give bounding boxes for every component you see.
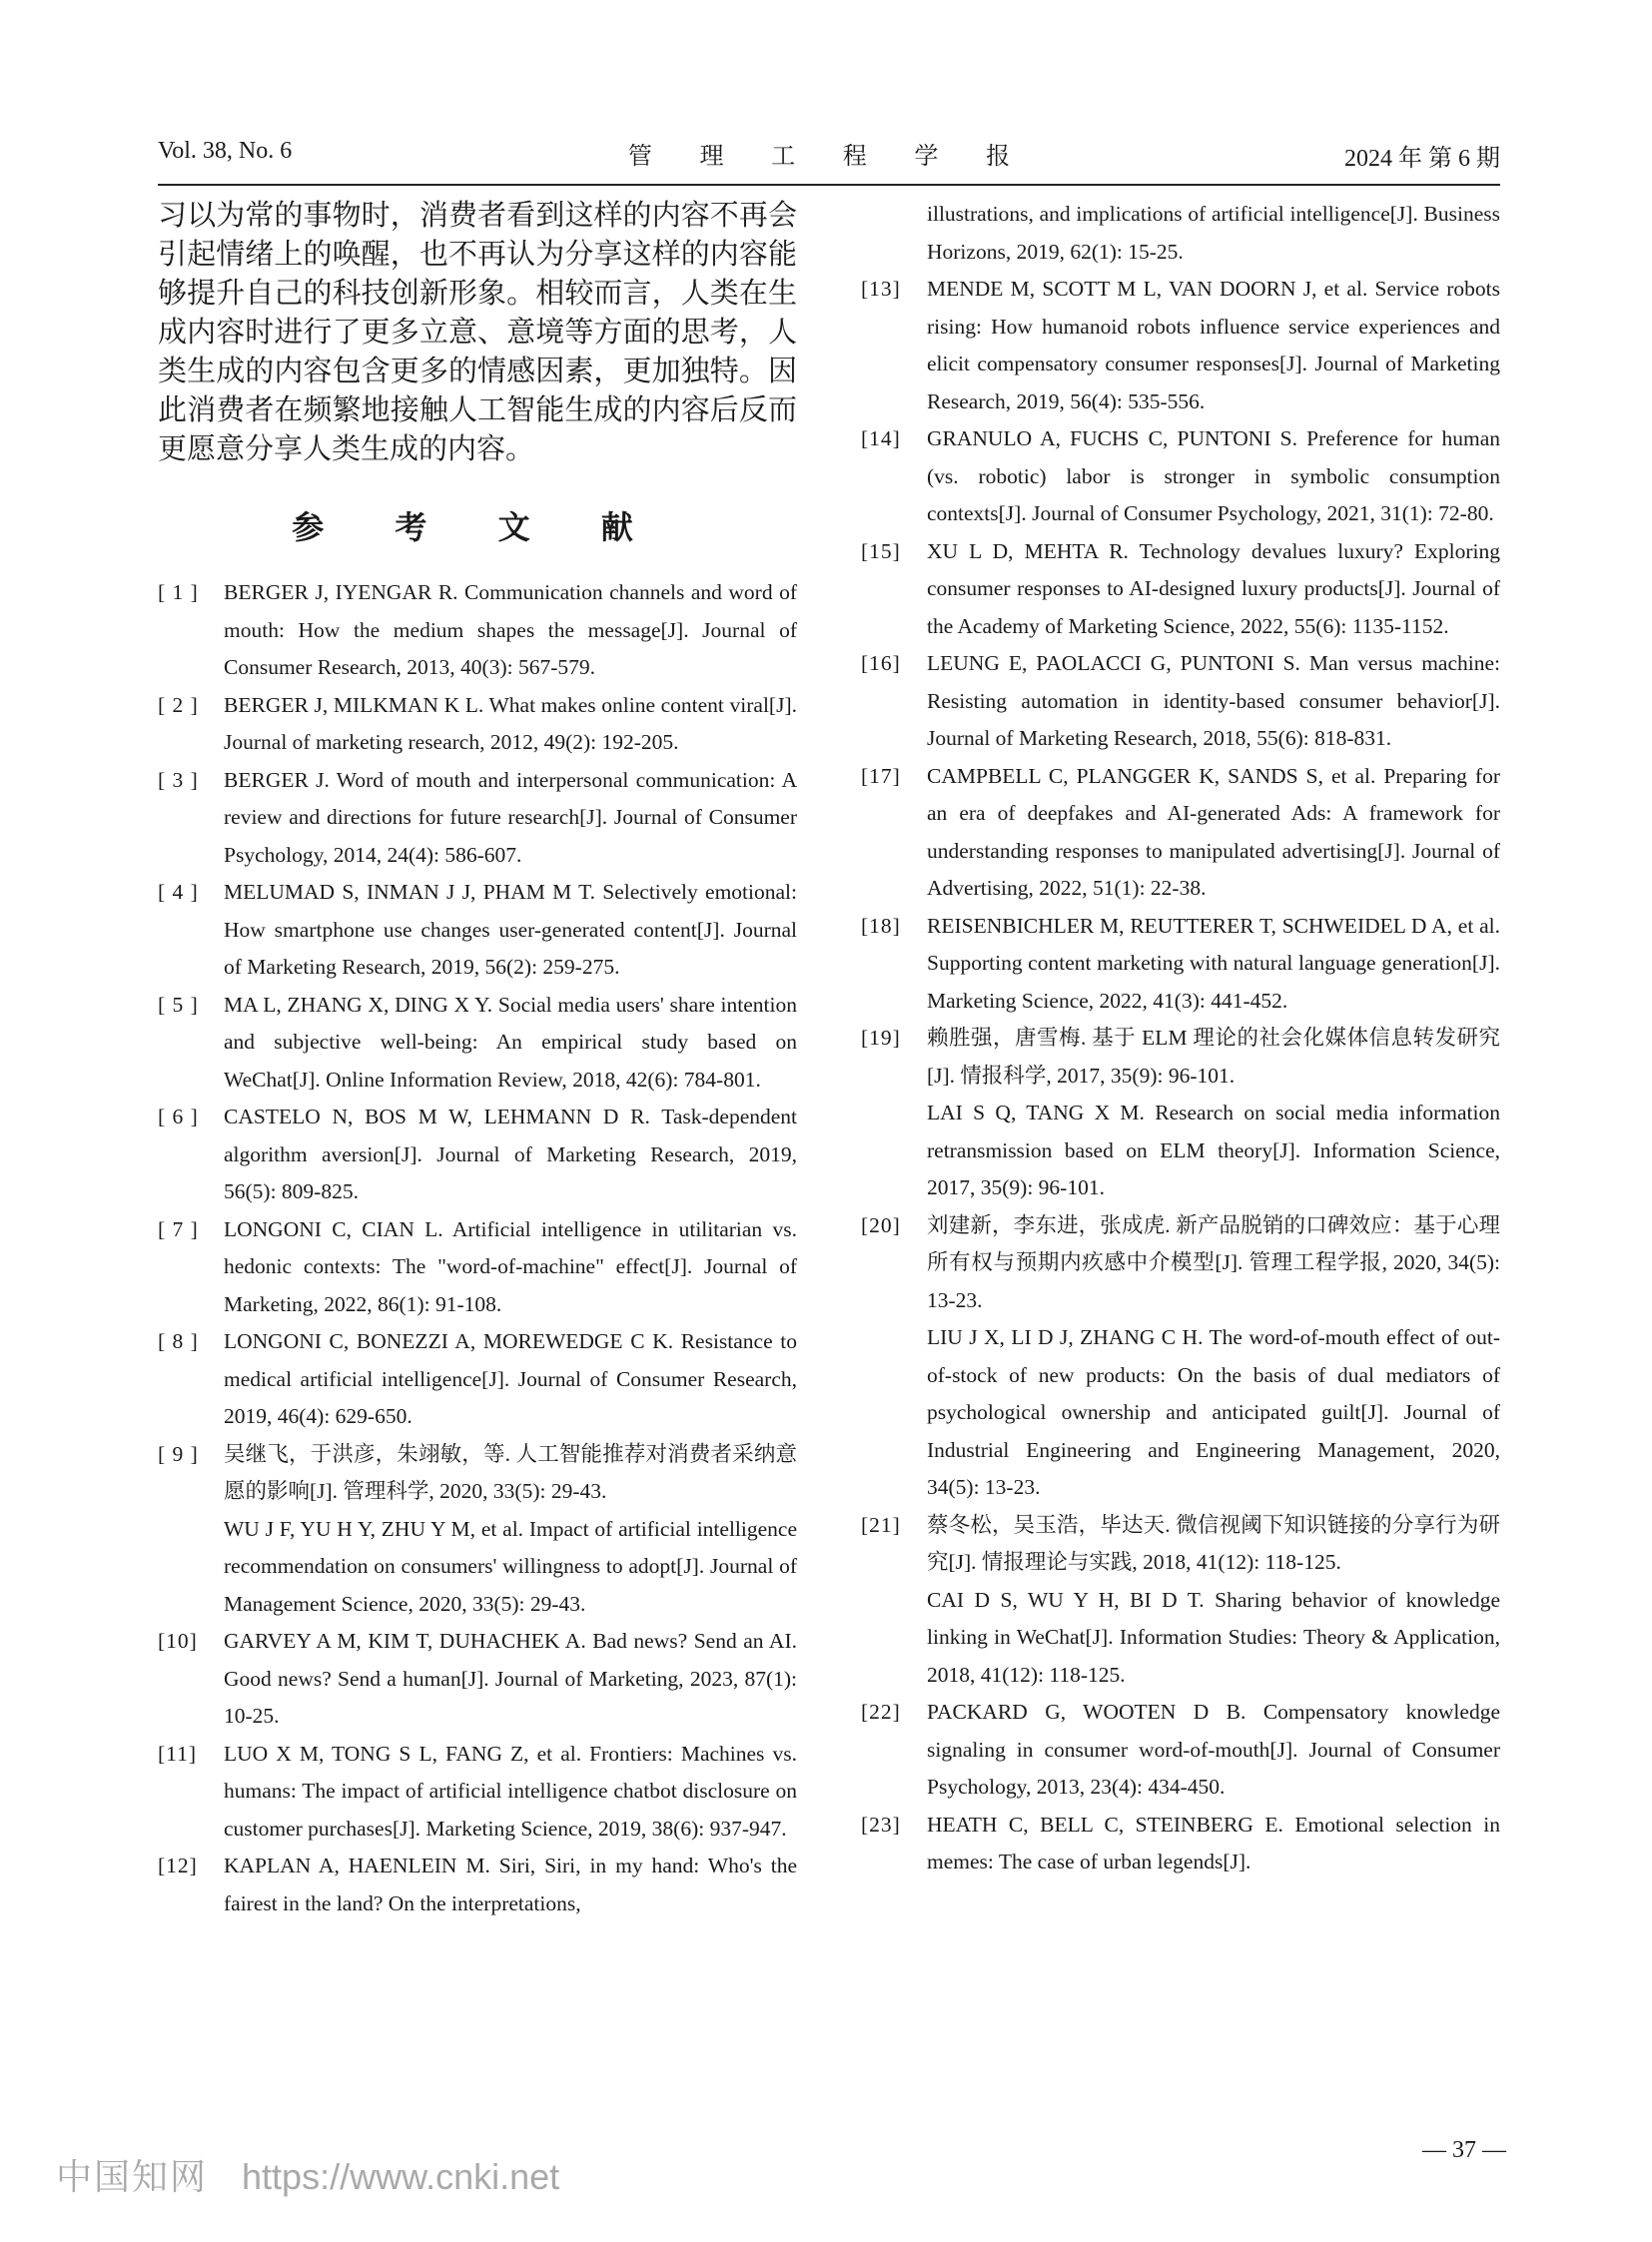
issue-date: 2024 年 第 6 期 xyxy=(1344,146,1500,172)
watermark-url: https://www.cnki.net xyxy=(242,2156,560,2197)
watermark-brand: 中国知网 xyxy=(56,2156,209,2197)
reference-item xyxy=(158,687,797,762)
reference-number: [13] xyxy=(861,277,901,301)
reference-item xyxy=(861,645,1500,758)
reference-item xyxy=(158,1623,797,1736)
header-divider xyxy=(158,184,1500,186)
reference-item xyxy=(861,1207,1500,1507)
reference-text-english: LAI S Q, TANG X M. Research on social media information retransmission based on ELM theory[J]. Information Science, 2017, 35(9): 96-101. xyxy=(927,1101,1500,1199)
page-number: — 37 — xyxy=(1422,2137,1506,2163)
reference-text: GARVEY A M, KIM T, DUHACHEK A. Bad news? Send an AI. Good news? Send a human[J]. Journal of Marketing, 2023, 87(1): 10-25. xyxy=(224,1629,797,1728)
reference-text: illustrations, and implications of artificial intelligence[J]. Business Horizons, 2019, 62(1): 15-25. xyxy=(927,202,1500,264)
reference-number: [ 4 ] xyxy=(158,880,199,904)
reference-item xyxy=(158,987,797,1100)
body-paragraph: 习以为常的事物时，消费者看到这样的内容不再会引起情绪上的唤醒，也不再认为分享这样的内容能够提升自己的科技创新形象。相较而言，人类在生成内容时进行了更多立意、意境等方面的思考，人类生成的内容包含更多的情感因素，更加独特。因此消费者在频繁地接触人工智能生成的内容后反而更愿意分享人类生成的内容。 xyxy=(158,198,797,465)
reference-list-left xyxy=(158,574,797,1922)
left-column xyxy=(158,196,797,1922)
reference-item xyxy=(861,533,1500,646)
reference-item xyxy=(861,1020,1500,1207)
reference-number: [ 8 ] xyxy=(158,1329,199,1353)
reference-number: [ 5 ] xyxy=(158,992,199,1017)
reference-text: REISENBICHLER M, REUTTERER T, SCHWEIDEL D A, et al. Supporting content marketing with natural language generation[J]. Marketing Science, 2022, 41(3): 441-452. xyxy=(927,913,1500,1013)
reference-text: KAPLAN A, HAENLEIN M. Siri, Siri, in my hand: Who's the fairest in the land? On the interpretations, xyxy=(224,1854,797,1915)
page-header xyxy=(158,132,1500,172)
reference-text: 吴继飞，于洪彦，朱翊敏，等. 人工智能推荐对消费者采纳意愿的影响[J]. 管理科学, 2020, 33(5): 29-43. xyxy=(224,1441,797,1503)
reference-item xyxy=(158,1211,797,1324)
reference-text: MA L, ZHANG X, DING X Y. Social media users' share intention and subjective well-being: An empirical study based on WeChat[J]. Online Information Review, 2018, 42(6): 784-801. xyxy=(224,992,797,1092)
reference-text: BERGER J, MILKMAN K L. What makes online content viral[J]. Journal of marketing research, 2012, 49(2): 192-205. xyxy=(224,692,797,754)
reference-text: LEUNG E, PAOLACCI G, PUNTONI S. Man versus machine: Resisting automation in identity-based consumer behavior[J]. Journal of Marketing Research, 2018, 55(6): 818-831. xyxy=(927,651,1500,750)
reference-list-right xyxy=(861,196,1500,1881)
reference-number: [22] xyxy=(861,1700,901,1724)
reference-number: [16] xyxy=(861,651,901,675)
reference-number: [15] xyxy=(861,538,901,563)
reference-item xyxy=(861,1694,1500,1807)
reference-number: [18] xyxy=(861,913,901,938)
reference-text: BERGER J, IYENGAR R. Communication channels and word of mouth: How the medium shapes the message[J]. Journal of Consumer Research, 2013, 40(3): 567-579. xyxy=(224,580,797,679)
reference-item xyxy=(158,574,797,687)
reference-item xyxy=(158,874,797,987)
references-heading: 参 考 文 献 xyxy=(292,508,663,546)
reference-item xyxy=(861,1807,1500,1881)
reference-text: MELUMAD S, INMAN J J, PHAM M T. Selectively emotional: How smartphone use changes user-generated content[J]. Journal of Marketing Research, 2019, 56(2): 259-275. xyxy=(224,880,797,979)
reference-text: 刘建新，李东进，张成虎. 新产品脱销的口碑效应：基于心理所有权与预期内疚感中介模型[J]. 管理工程学报, 2020, 34(5): 13-23. xyxy=(927,1212,1500,1312)
reference-item xyxy=(861,758,1500,908)
reference-item xyxy=(158,762,797,875)
reference-number: [ 1 ] xyxy=(158,580,199,604)
reference-text: XU L D, MEHTA R. Technology devalues luxury? Exploring consumer responses to AI-designed luxury products[J]. Journal of the Academy of Marketing Science, 2022, 55(6): 1135-1152. xyxy=(927,538,1500,638)
reference-text: 蔡冬松，吴玉浩，毕达天. 微信视阈下知识链接的分享行为研究[J]. 情报理论与实践, 2018, 41(12): 118-125. xyxy=(927,1512,1500,1574)
reference-number: [12] xyxy=(158,1854,198,1877)
reference-text: CASTELO N, BOS M W, LEHMANN D R. Task-dependent algorithm aversion[J]. Journal of Marketing Research, 2019, 56(5): 809-825. xyxy=(224,1105,797,1203)
reference-text: 赖胜强，唐雪梅. 基于 ELM 理论的社会化媒体信息转发研究[J]. 情报科学, 2017, 35(9): 96-101. xyxy=(927,1026,1500,1088)
reference-text: LONGONI C, CIAN L. Artificial intelligence in utilitarian vs. hedonic contexts: The "word-of-machine" effect[J]. Journal of Marketing, 2022, 86(1): 91-108. xyxy=(224,1216,797,1316)
reference-text: GRANULO A, FUCHS C, PUNTONI S. Preference for human (vs. robotic) labor is stronger in symbolic consumption contexts[J]. Journal of Consumer Psychology, 2021, 31(1): 72-80. xyxy=(927,426,1500,525)
volume-label: Vol. 38, No. 6 xyxy=(158,138,293,164)
reference-number: [14] xyxy=(861,426,901,450)
reference-number: [ 6 ] xyxy=(158,1105,199,1128)
reference-number: [ 2 ] xyxy=(158,692,199,717)
reference-item xyxy=(158,1099,797,1211)
reference-item xyxy=(861,908,1500,1021)
journal-title: 管 理 工 程 学 报 xyxy=(627,142,1031,170)
reference-text: BERGER J. Word of mouth and interpersonal communication: A review and directions for future research[J]. Journal of Consumer Psychology, 2014, 24(4): 586-607. xyxy=(224,767,797,867)
reference-number: [23] xyxy=(861,1812,901,1837)
reference-item xyxy=(158,1436,797,1624)
cnki-watermark xyxy=(56,2149,559,2200)
reference-item xyxy=(861,271,1500,420)
reference-text: LONGONI C, BONEZZI A, MOREWEDGE C K. Resistance to medical artificial intelligence[J]. Journal of Consumer Research, 2019, 46(4): 629-650. xyxy=(224,1329,797,1428)
reference-item xyxy=(861,420,1500,533)
reference-text-english: LIU J X, LI D J, ZHANG C H. The word-of-mouth effect of out-of-stock of new products: On the basis of dual mediators of psychological ownership and anticipated guilt[J]. Journal of Industrial Engineering and Engineering Management, 2020, 34(5): 13-23. xyxy=(927,1325,1500,1499)
reference-number: [17] xyxy=(861,763,901,788)
reference-text: LUO X M, TONG S L, FANG Z, et al. Frontiers: Machines vs. humans: The impact of artificial intelligence chatbot disclosure on customer purchases[J]. Marketing Science, 2019, 38(6): 937-947. xyxy=(224,1741,797,1841)
reference-item xyxy=(158,1848,797,1922)
reference-number: [19] xyxy=(861,1026,901,1050)
reference-number: [20] xyxy=(861,1212,901,1237)
reference-item xyxy=(861,1507,1500,1695)
reference-item xyxy=(861,196,1500,271)
reference-text: MENDE M, SCOTT M L, VAN DOORN J, et al. Service robots rising: How humanoid robots influence service experiences and elicit compensatory consumer responses[J]. Journal of Marketing Research, 2019, 56(4): 535-556. xyxy=(927,277,1500,413)
reference-item xyxy=(158,1736,797,1849)
reference-number: [11] xyxy=(158,1741,198,1766)
reference-text: PACKARD G, WOOTEN D B. Compensatory knowledge signaling in consumer word-of-mouth[J]. Journal of Consumer Psychology, 2013, 23(4): 434-450. xyxy=(927,1700,1500,1799)
reference-number: [10] xyxy=(158,1629,198,1653)
right-column xyxy=(861,196,1500,1881)
reference-number: [ 9 ] xyxy=(158,1441,199,1466)
reference-text-english: WU J F, YU H Y, ZHU Y M, et al. Impact of artificial intelligence recommendation on consumers' willingness to adopt[J]. Journal of Management Science, 2020, 33(5): 29-43. xyxy=(224,1516,797,1616)
reference-text: CAMPBELL C, PLANGGER K, SANDS S, et al. Preparing for an era of deepfakes and AI-generated Ads: A framework for understanding responses to manipulated advertising[J]. Journal of Advertising, 2022, 51(1): 22-38. xyxy=(927,763,1500,900)
reference-text: HEATH C, BELL C, STEINBERG E. Emotional selection in memes: The case of urban legends[J]. xyxy=(927,1812,1500,1873)
reference-item xyxy=(158,1323,797,1436)
reference-text-english: CAI D S, WU Y H, BI D T. Sharing behavior of knowledge linking in WeChat[J]. Information Studies: Theory & Application, 2018, 41(12): 118-125. xyxy=(927,1587,1500,1687)
reference-number: [ 7 ] xyxy=(158,1216,199,1241)
reference-number: [21] xyxy=(861,1512,901,1537)
reference-number: [ 3 ] xyxy=(158,767,199,792)
